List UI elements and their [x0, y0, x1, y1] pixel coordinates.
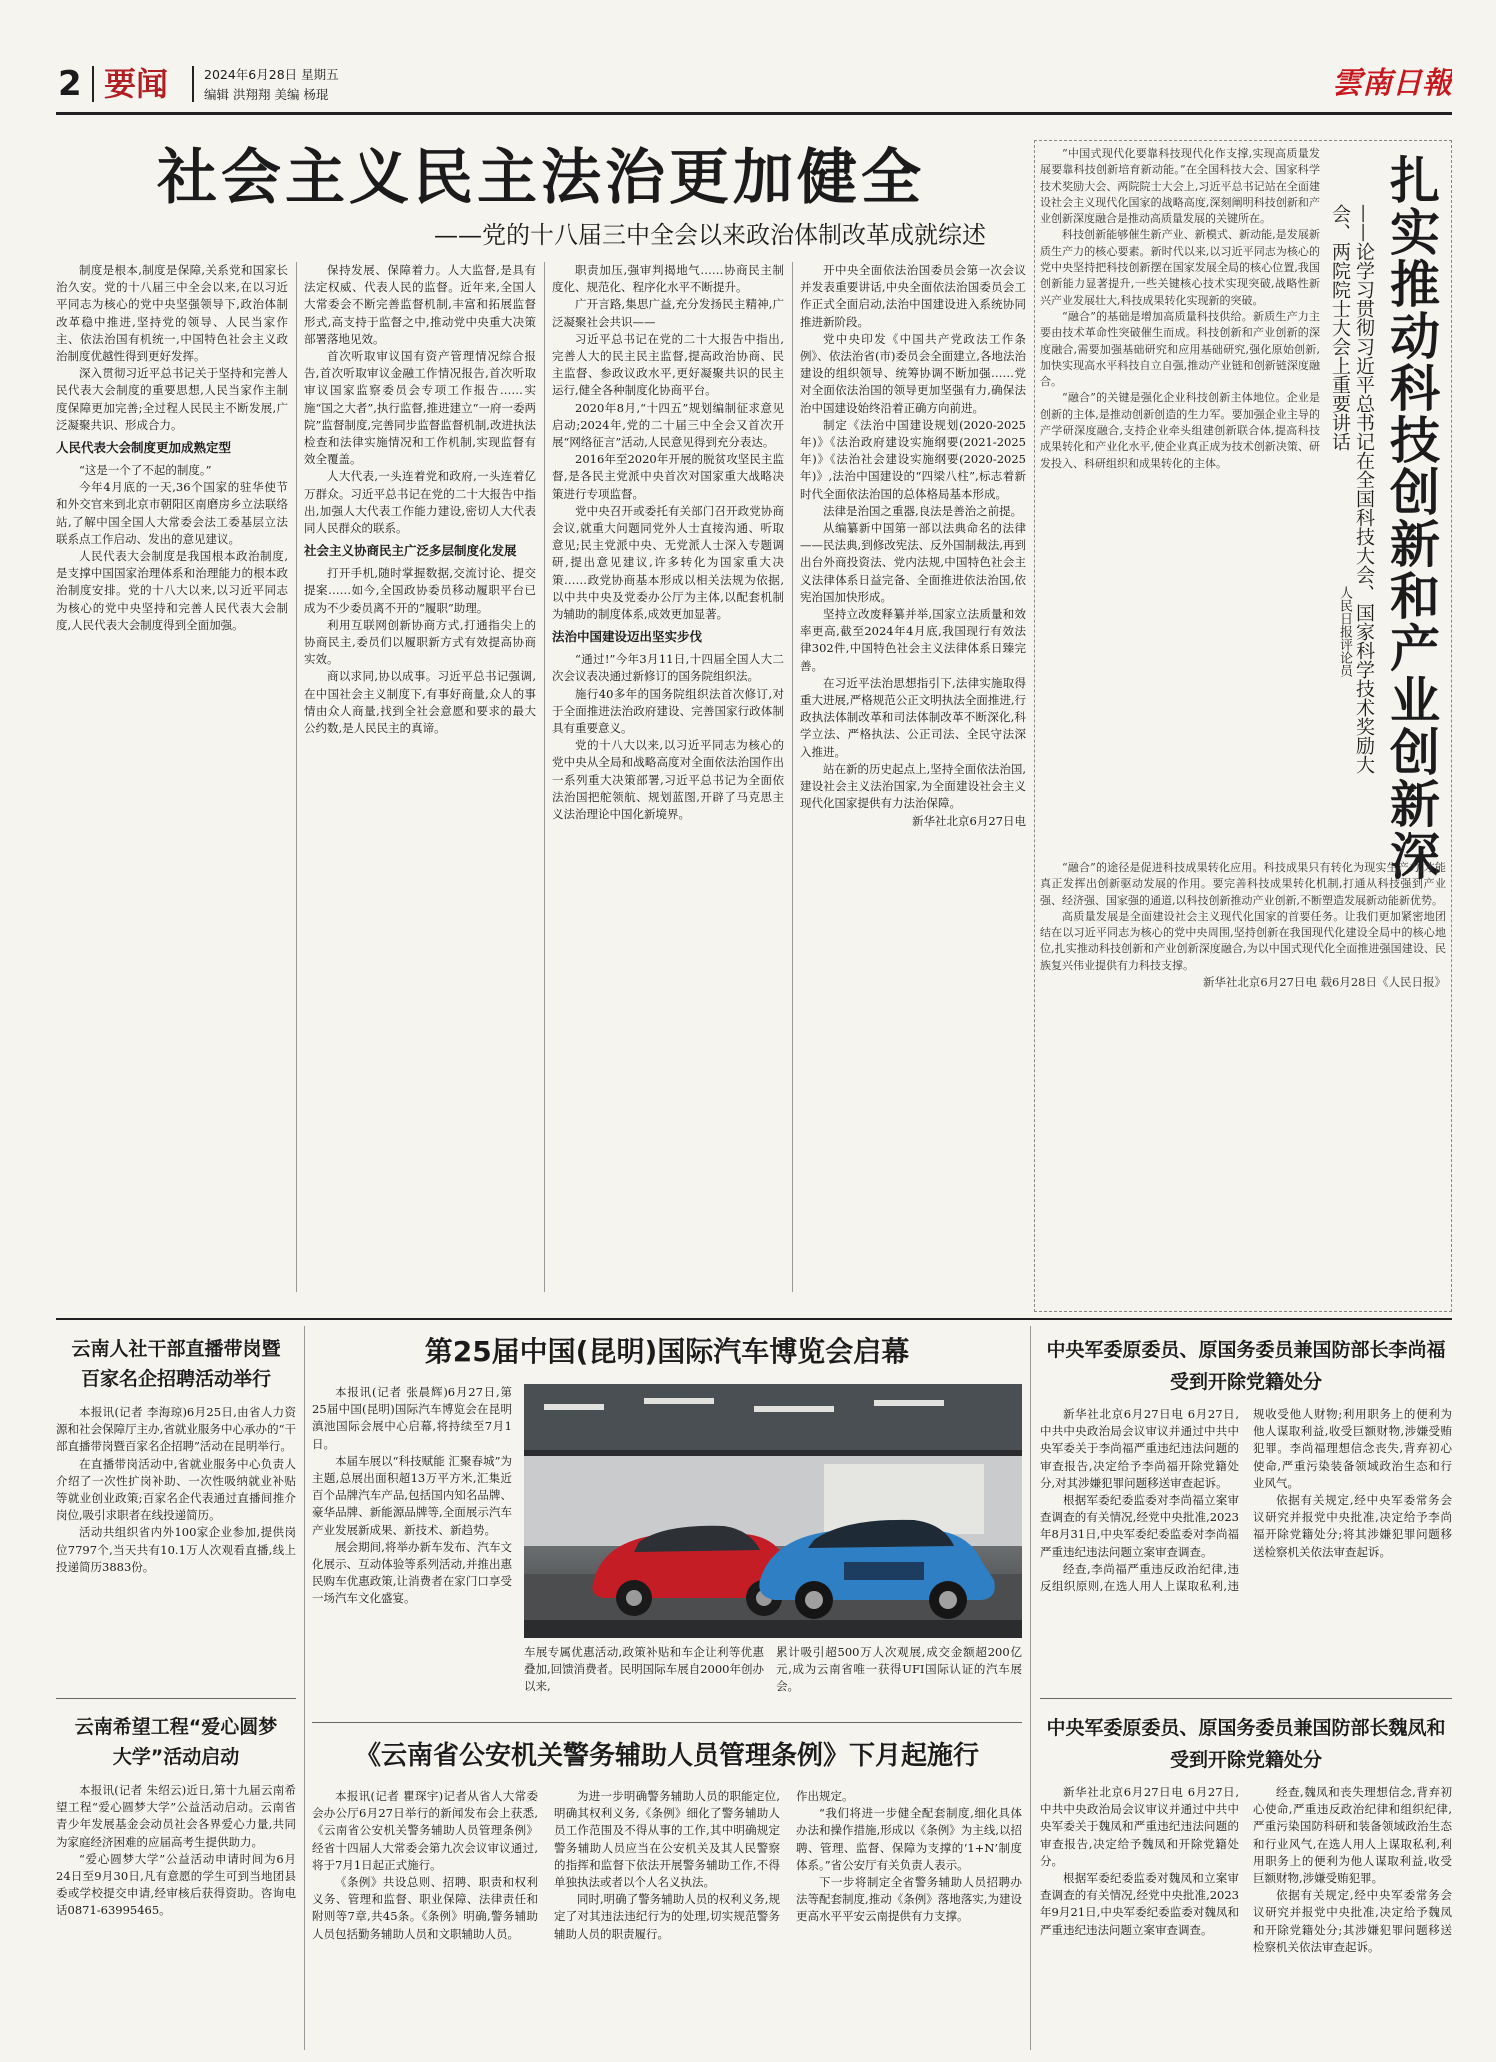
police-column-1 [312, 1788, 538, 2048]
commentary-paragraph: “融合”的途径是促进科技成果转化应用。科技成果只有转化为现实生产力,才能真正发挥出创新驱动发展的作用。要完善科技成果转化机制,打通从科技强到产业强、经济强、国家强的通道,以科技创新推动产业创新,不断塑造发展新动能新优势。 [1040, 861, 1446, 907]
lead-paragraph: “通过!”今年3月11日,十四届全国人大二次会议表决通过新修订的国务院组织法。 [552, 652, 784, 684]
hope-headline: 云南希望工程“爱心圆梦大学”活动启动 [74, 1716, 278, 1768]
expo-caption-a: 车展专属优惠活动,政策补贴和车企让利等优惠叠加,回馈消费者。民明国际车展自2000年创办以来, [524, 1645, 764, 1694]
page-header [0, 0, 1496, 120]
recruit-headline: 云南人社干部直播带岗暨百家名企招聘活动举行 [71, 1338, 281, 1390]
police-article [312, 1728, 1022, 2050]
li-paragraph: 经查,李尚福严重违反政治纪律,违反组织原则,在选人用人上谋取私利,违规收受他人财物;利用职务上的便利为他人谋取利益,收受巨额财物,涉嫌受贿犯罪。李尚福理想信念丧失,背弃初心使命,严重污染装备领域政治生态和行业风气。 [1040, 1407, 1452, 1594]
expo-photo [524, 1384, 1022, 1638]
lead-paragraph: 人大代表,一头连着党和政府,一头连着亿万群众。习近平总书记在党的二十大报告中指出,加强人大代表工作能力建设,密切人大代表同人民群众的联系。 [304, 469, 536, 536]
article-rule [1040, 1698, 1452, 1699]
commentary-author: 人民日报评论员 [1337, 586, 1352, 677]
commentary-paragraph: “中国式现代化要靠科技现代化作支撑,实现高质量发展要靠科技创新培育新动能。”在全国科技大会、国家科学技术奖励大会、两院院士大会上,习近平总书记站在全面建设社会主义现代化国家的战略高度,深刻阐明科技创新和产业创新深度融合是推动高质量发展的关键所在。 [1040, 147, 1320, 226]
expo-paragraph: 本报讯(记者 张晨辉)6月27日,第25届中国(昆明)国际汽车博览会在昆明滇池国际会展中心启幕,将持续至7月1日。 [312, 1385, 512, 1451]
lead-paragraph: 保持发展、保障着力。人大监督,是具有法定权威、代表人民的监督。近年来,全国人大常委会不断完善监督机制,丰富和拓展监督形式,高支持于监督之中,推动党中央重大决策部署落地见效。 [304, 263, 536, 346]
lead-paragraph: 法律是治国之重器,良法是善治之前提。 [823, 503, 1023, 518]
lead-column-1 [56, 262, 288, 1292]
editors-line: 编辑 洪翔翔 美编 杨琨 [204, 87, 329, 102]
section-name: 要闻 [104, 65, 169, 103]
lead-column-3 [552, 262, 784, 1292]
lead-paragraph: 在习近平法治思想指引下,法律实施取得重大进展,严格规范公正文明执法全面推进,行政执法体制改革和司法体制改革不断深化,科学立法、严格执法、公正司法、全民守法深入推进。 [800, 675, 1026, 759]
hope-body [56, 1782, 296, 2048]
date-line: 2024年6月28日 星期五 [204, 67, 339, 82]
hope-paragraph: “爱心圆梦大学”公益活动申请时间为6月24日至9月30日,凡有意愿的学生可到当地团县委或学校提交申请,经审核后获得资助。咨询电话0871-63995465。 [56, 1851, 296, 1918]
lead-paragraph: 站在新的历史起点上,坚持全面依法治国,建设社会主义法治国家,为全面建设社会主义现代化国家提供有力法治保障。 [800, 761, 1026, 811]
li-article [1040, 1326, 1452, 1688]
police-paragraph: 《条例》共设总则、招聘、职责和权利义务、管理和监督、职业保障、法律责任和附则等7章,共45条。《条例》明确,警务辅助人员包括勤务辅助人员和文职辅助人员。 [312, 1875, 538, 1941]
wei-body [1040, 1784, 1452, 2048]
commentary-article [1040, 146, 1446, 1306]
lead-paragraph: 党中央召开或委托有关部门召开政党协商会议,就重大问题同党外人士直接沟通、听取意见;民主党派中央、无党派人士深入专题调研,提出意见建议,许多转化为国家重大决策……政党协商基本形成以相关法规为依据,以中共中央及党委办公厅为主体,以配套机制为辅助的制度体系,成效更加显著。 [552, 503, 784, 622]
wei-paragraph: 依据有关规定,经中央军委常务会议研究并报党中央批准,决定给予魏凤和开除党籍处分;其涉嫌犯罪问题移送检察机关依法审查起诉。 [1253, 1888, 1452, 1954]
wei-paragraph: 新华社北京6月27日电 6月27日,中共中央政治局会议审议并通过中共中央军委关于魏凤和严重违纪违法问题的审查报告,决定给予魏凤和开除党籍处分。 [1040, 1785, 1239, 1868]
lead-paragraph: 利用互联网创新协商方式,打通指尖上的协商民主,委员们以履职新方式有效提高协商实效。 [304, 617, 536, 667]
lead-paragraph: 2020年8月,“十四五”规划编制征求意见启动;2024年,党的二十届三中全会又首次开展“网络征言”活动,人民意见得到充分表达。 [552, 400, 784, 450]
li-paragraph: 根据军委纪委监委对李尚福立案审查调查的有关情况,经党中央批准,2023年8月31日,中央军委纪委监委对李尚福严重违纪违法问题立案审查调查。 [1040, 1493, 1239, 1559]
lead-paragraph: 从编纂新中国第一部以法典命名的法律——民法典,到修改宪法、反外国制裁法,再到出台外商投资法、党内法规,中国特色社会主义法律体系日益完备、全面推进依法治国,依宪治国加快形成。 [800, 521, 1026, 604]
commentary-subheadline: ——论学习贯彻习近平总书记在全国科技大会、国家科学技术奖励大会、两院院士大会上重要讲话 [1329, 204, 1375, 774]
lead-subheadline: ——党的十八届三中全会以来政治体制改革成就综述 [434, 221, 986, 249]
article-rule [56, 1698, 296, 1699]
header-divider-short [92, 66, 94, 102]
lead-subhead: 社会主义协商民主广泛多层制度化发展 [304, 543, 517, 559]
li-headline: 中央军委原委员、原国务委员兼国防部长李尚福受到开除党籍处分 [1046, 1339, 1446, 1393]
police-paragraph: 下一步将制定全省警务辅助人员招聘办法等配套制度,推动《条例》落地落实,为建设更高水平平安云南提供有力支撑。 [796, 1875, 1022, 1924]
column-divider [304, 1326, 305, 2050]
police-paragraph: 作出规定。 [796, 1789, 854, 1803]
expo-article [312, 1326, 1022, 1716]
lead-column-4 [800, 262, 1026, 1292]
lead-headline: 社会主义民主法治更加健全 [157, 143, 925, 213]
recruit-article [56, 1326, 296, 1688]
commentary-paragraph: “融合”的基础是增加高质量科技供给。新质生产力主要由技术革命性突破催生而成。科技创新和产业创新的深度融合,需要加强基础研究和应用基础研究,强化原始创新,加快实现高水平科技自立自强,推动产业链和创新链深度融合。 [1040, 309, 1320, 389]
page-number: 2 [58, 64, 82, 104]
newspaper-logo: 雲南日報 [1332, 66, 1452, 101]
lead-paragraph: 打开手机,随时掌握数据,交流讨论、提交提案……如今,全国政协委员移动履职平台已成为不少委员离不开的“履职”助理。 [304, 566, 536, 615]
recruit-paragraph: 活动共组织省内外100家企业参加,提供岗位7797个,当天共有10.1万人次观看直播,线上投递简历3883份。 [56, 1525, 296, 1574]
recruit-paragraph: 本报讯(记者 李海琼)6月25日,由省人力资源和社会保障厅主办,省就业服务中心承办的“干部直播带岗暨百家名企招聘”活动在昆明举行。 [56, 1405, 296, 1454]
header-rule [56, 112, 1452, 115]
expo-caption-b: 累计吸引超500万人次观展,成交金额超200亿元,成为云南省唯一获得UFI国际认证的汽车展会。 [776, 1645, 1022, 1694]
commentary-byline: 新华社北京6月27日电 载6月28日《人民日报》 [1202, 975, 1446, 990]
lead-paragraph: 习近平总书记在党的二十大报告中指出,完善人大的民主民主监督,提高政治协商、民主监督、参政议政水平,更好凝聚共识的民主运行,健全各种制度化协商平台。 [552, 331, 784, 398]
recruit-paragraph: 在直播带岗活动中,省就业服务中心负责人介绍了一次性扩岗补助、一次性吸纳就业补贴等就业创业政策;百家名企代表通过直播间推介岗位,吸引求职者在线投递简历。 [56, 1456, 296, 1523]
lead-byline: 新华社北京6月27日电 [912, 813, 1026, 828]
lead-paragraph: 职责加压,强审判揭地气……协商民主制度化、规范化、程序化水平不断提升。 [552, 263, 784, 295]
lead-paragraph: 人民代表大会制度是我国根本政治制度,是支撑中国国家治理体系和治理能力的根本政治制度安排。党的十八大以来,以习近平同志为核心的党中央坚持和完善人民代表大会制度,人民代表大会制度得到全面加强。 [56, 549, 288, 632]
lead-paragraph: 首次听取审议国有资产管理情况综合报告,首次听取审议金融工作情况报告,首次听取审议国家监察委员会专项工作报告……实施“国之大者”,执行监督,推进建立“一府一委两院”监督制度,完善同步监督监督机制,改进执法检查和法律实施情况和工作机制,实现监督有效全覆盖。 [304, 349, 536, 467]
column-divider [792, 262, 793, 1292]
lead-paragraph: 深入贯彻习近平总书记关于坚持和完善人民代表大会制度的重要思想,人民当家作主制度保障更加完善;全过程人民民主不断发展,广泛凝聚共识、形成合力。 [56, 366, 288, 432]
commentary-body-top [1040, 146, 1320, 852]
police-column-2 [554, 1788, 780, 2048]
expo-headline: 第25届中国(昆明)国际汽车博览会启幕 [424, 1335, 910, 1368]
police-paragraph: 为进一步明确警务辅助人员的职能定位,明确其权利义务,《条例》细化了警务辅助人员工作范围及不得从事的工作,其中明确规定警务辅助人员应当在公安机关及其人民警察的指挥和监督下依法开展警务辅助工作,不得单独执法或者以个人名义执法。 [554, 1789, 780, 1890]
column-divider [1030, 1326, 1031, 2050]
recruit-body [56, 1404, 296, 1686]
expo-paragraph: 展会期间,将举办新车发布、汽车文化展示、互动体验等系列活动,并推出惠民购车优惠政策,让消费者在家门口享受一场汽车文化盛宴。 [312, 1539, 512, 1606]
hope-paragraph: 本报讯(记者 朱绍云)近日,第十九届云南希望工程“爱心圆梦大学”公益活动启动。云南省青少年发展基金会动员社会各界爱心力量,共同为家庭经济困难的应届高考生提供助力。 [56, 1783, 296, 1849]
wei-article [1040, 1704, 1452, 2050]
commentary-body-bottom [1040, 860, 1446, 1296]
wei-headline: 中央军委原委员、原国务委员兼国防部长魏凤和受到开除党籍处分 [1046, 1717, 1446, 1771]
section-rule [56, 1318, 1452, 1320]
lead-paragraph: 制定《法治中国建设规划(2020-2025年)》《法治政府建设实施纲要(2021-2025年)》《法治社会建设实施纲要(2020-2025年)》,法治中国建设的“四梁八柱”,标志着新时代全面依法治国的总体格局基本形成。 [800, 417, 1026, 501]
lead-paragraph: 党中央印发《中国共产党政法工作条例》、依法治省(市)委员会全面建立,各地法治建设的组织领导、统筹协调不断加强……党对全面依法治国的领导更加坚强有力,确保法治中国建设始终沿着正确方向前进。 [800, 331, 1026, 415]
lead-paragraph: 商以求同,协以成事。习近平总书记强调,在中国社会主义制度下,有事好商量,众人的事情由众人商量,找到全社会意愿和要求的最大公约数,是人民民主的真谛。 [304, 669, 536, 736]
column-divider [296, 262, 297, 1292]
lead-article [56, 120, 1026, 1302]
car-show-illustration [524, 1384, 1022, 1638]
lead-paragraph: 2016年至2020年开展的脱贫攻坚民主监督,是各民主党派中央首次对国家重大战略决策进行专项监督。 [552, 452, 784, 501]
lead-paragraph: 广开言路,集思广益,充分发扬民主精神,广泛凝聚社会共识—— [552, 297, 784, 329]
li-paragraph: 依据有关规定,经中央军委常务会议研究并报党中央批准,决定给予李尚福开除党籍处分;将其涉嫌犯罪问题移送检察机关依法审查起诉。 [1253, 1493, 1452, 1559]
column-divider [544, 262, 545, 1292]
commentary-paragraph: 高质量发展是全面建设社会主义现代化国家的首要任务。让我们更加紧密地团结在以习近平同志为核心的党中央周围,坚持创新在我国现代化建设全局中的核心地位,扎实推动科技创新和产业创新深度融合,为以中国式现代化全面推进强国建设、民族复兴伟业提供有力科技支撑。 [1040, 909, 1446, 972]
li-paragraph: 新华社北京6月27日电 6月27日,中共中央政治局会议审议并通过中共中央军委关于李尚福严重违纪违法问题的审查报告,决定给予李尚福开除党籍处分,对其涉嫌犯罪问题移送审查起诉。 [1040, 1407, 1239, 1490]
header-divider-short-2 [192, 66, 194, 102]
police-headline: 《云南省公安机关警务辅助人员管理条例》下月起施行 [354, 1741, 979, 1771]
lead-subhead: 人民代表大会制度更加成熟定型 [56, 440, 232, 456]
police-paragraph: “我们将进一步健全配套制度,细化具体办法和操作措施,形成以《条例》为主线,以招聘、管理、监督、保障为支撑的‘1+N’制度体系。”省公安厅有关负责人表示。 [796, 1806, 1022, 1872]
police-column-3 [796, 1788, 1022, 2048]
expo-paragraph: 本届车展以“科技赋能 汇聚春城”为主题,总展出面积超13万平方米,汇集近百个品牌汽车产品,包括国内知名品牌、豪华品牌、新能源品牌等,全面展示汽车产业发展新成果、新技术、新趋势。 [312, 1453, 512, 1537]
article-rule [312, 1722, 1022, 1723]
lead-paragraph: 施行40多年的国务院组织法首次修订,对于全面推进法治政府建设、完善国家行政体制具有重要意义。 [552, 686, 784, 736]
li-body [1040, 1406, 1452, 1686]
commentary-paragraph: “融合”的关键是强化企业科技创新主体地位。企业是创新的主体,是推动创新创造的生力军。要加强企业主导的产学研深度融合,支持企业牵头组建创新联合体,提高科技成果转化和产业化水平,使企业真正成为技术创新决策、研发投入、科研组织和成果转化的主体。 [1040, 391, 1320, 470]
police-paragraph: 同时,明确了警务辅助人员的权利义务,规定了对其违法违纪行为的处理,切实规范警务辅助人员的职责履行。 [554, 1892, 780, 1941]
lead-paragraph: 党的十八大以来,以习近平同志为核心的党中央从全局和战略高度对全面依法治国作出一系列重大决策部署,习近平总书记为全面依法治国把舵领航、规划蓝图,开辟了马克思主义法治理论中国化新境界。 [552, 738, 784, 822]
wei-paragraph: 经查,魏凤和丧失理想信念,背弃初心使命,严重违反政治纪律和组织纪律,严重污染国防科研和装备领域政治生态和行业风气,在选人用人上谋取私利,利用职务上的便利为他人谋取利益,收受巨额财物,涉嫌受贿犯罪。 [1253, 1785, 1452, 1886]
lead-paragraph: 制度是根本,制度是保障,关系党和国家长治久安。党的十八届三中全会以来,在以习近平同志为核心的党中央坚强领导下,政治体制改革稳中推进,坚持党的领导、人民当家作主、依法治国有机统一,中国特色社会主义政治制度优越性得到更好发挥。 [56, 263, 288, 364]
wei-paragraph: 根据军委纪委监委对魏凤和立案审查调查的有关情况,经党中央批准,2023年9月21日,中央军委纪委监委对魏凤和严重违纪违法问题立案审查调查。 [1040, 1871, 1239, 1937]
commentary-paragraph: 科技创新能够催生新产业、新模式、新动能,是发展新质生产力的核心要素。新时代以来,以习近平同志为核心的党中央坚持把科技创新摆在国家发展全局的核心位置,我国创新能力显著提升,一些关键核心技术实现突破,战略性新兴产业发展壮大,科技成果转化实现新的突破。 [1040, 228, 1320, 307]
expo-body [312, 1384, 512, 1710]
lead-paragraph: 今年4月底的一天,36个国家的驻华使节和外交官来到北京市朝阳区南磨房乡立法联络站,了解中国全国人大常委会法工委基层立法联系点工作启动、发出的意见建议。 [56, 480, 288, 546]
lead-column-2 [304, 262, 536, 1292]
lead-paragraph: 开中央全面依法治国委员会第一次会议并发表重要讲话,中央全面依法治国委员会工作正式全面启动,法治中国建设进入系统协同推进新阶段。 [800, 263, 1026, 329]
commentary-headline: 扎实推动科技创新和产业创新深 [1382, 154, 1440, 882]
hope-article [56, 1704, 296, 2050]
police-paragraph: 本报讯(记者 瞿琛宇)记者从省人大常委会办公厅6月27日举行的新闻发布会上获悉,《云南省公安机关警务辅助人员管理条例》经省十四届人大常委会第九次会议审议通过,将于7月1日起正式施行。 [312, 1789, 538, 1872]
lead-subhead: 法治中国建设迈出坚实步伐 [552, 629, 703, 645]
lead-paragraph: “这是一个了不起的制度。” [79, 463, 212, 478]
lead-paragraph: 坚持立改废释纂并举,国家立法质量和效率更高,截至2024年4月底,我国现行有效法律302件,中国特色社会主义法律体系日臻完善。 [800, 607, 1026, 673]
